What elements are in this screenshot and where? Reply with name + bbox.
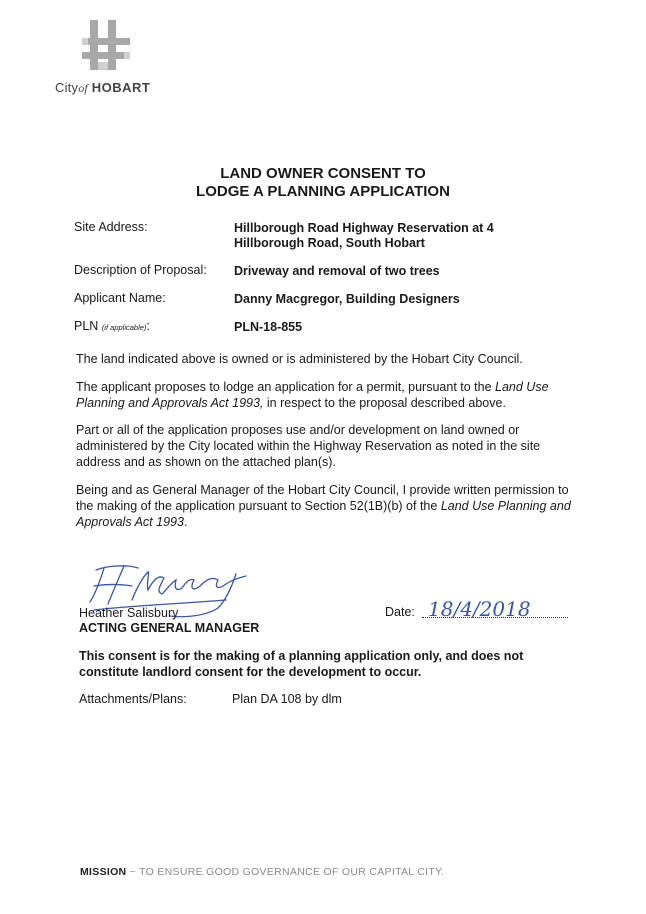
act-title: Land Use Planning and Approvals Act 1993 bbox=[76, 499, 571, 529]
paragraph-highway-reservation: Part or all of the application proposes use and/or development on land owned or administered by the City located within the Highway Reservation as noted in the site address and as shown on the attached plan(s). bbox=[76, 423, 541, 469]
paragraph-application-text-b: in respect to the proposal described above. bbox=[263, 396, 506, 410]
site-address-line1: Hillborough Road Highway Reservation at 4 bbox=[234, 221, 494, 235]
paragraph-application-text-a: The applicant proposes to lodge an application for a permit, pursuant to the bbox=[76, 380, 496, 394]
logo-hobart: HOBART bbox=[91, 80, 151, 95]
proposal-label: Description of Proposal: bbox=[74, 263, 207, 277]
handwritten-date bbox=[420, 592, 560, 622]
applicant-value: Danny Macgregor, Building Designers bbox=[234, 292, 460, 306]
date-value: 18/4/2018 bbox=[428, 597, 531, 621]
logo-city: City bbox=[55, 80, 79, 95]
mission-footer bbox=[80, 866, 444, 878]
pln-value: PLN-18-855 bbox=[234, 320, 303, 334]
document-title-line2: LODGE A PLANNING APPLICATION bbox=[196, 183, 450, 200]
paragraph-permission-text-b: . bbox=[183, 515, 188, 529]
mission-text: ~ TO ENSURE GOOD GOVERNANCE OF OUR CAPITAL CITY. bbox=[126, 866, 445, 878]
date-label: Date: bbox=[385, 605, 415, 619]
pln-label bbox=[74, 319, 150, 333]
mission-label: MISSION bbox=[80, 866, 127, 878]
applicant-label: Applicant Name: bbox=[74, 291, 166, 305]
paragraph-ownership: The land indicated above is owned or is administered by the Hobart City Council. bbox=[76, 352, 523, 366]
logo-of: of bbox=[78, 81, 88, 95]
act-title: Land Use Planning and Approvals Act 1993, bbox=[76, 380, 549, 410]
signatory-name: Heather Salisbury bbox=[79, 606, 179, 620]
proposal-value: Driveway and removal of two trees bbox=[234, 264, 440, 278]
paragraph-permission-text-a: Being and as General Manager of the Hobart City Council, I provide written permission to the making of the application pursuant to Section 52(1B)(b) of the bbox=[76, 483, 569, 513]
paragraph-application bbox=[76, 379, 586, 411]
paragraph-permission bbox=[76, 482, 586, 530]
signatory-position: ACTING GENERAL MANAGER bbox=[79, 621, 260, 635]
site-address-line2: Hillborough Road, South Hobart bbox=[234, 236, 425, 250]
document-title-line1: LAND OWNER CONSENT TO bbox=[220, 165, 426, 182]
attachments-label: Attachments/Plans: bbox=[79, 692, 187, 706]
pln-note: (if applicable) bbox=[101, 323, 147, 332]
consent-note: This consent is for the making of a planning application only, and does not constitute landlord consent for the development to occur. bbox=[79, 649, 524, 679]
pln-colon: : bbox=[146, 319, 150, 333]
attachments-value: Plan DA 108 by dlm bbox=[232, 692, 342, 706]
site-address-label: Site Address: bbox=[74, 220, 148, 234]
pln-label-text: PLN bbox=[74, 319, 99, 333]
logo-wordmark bbox=[55, 80, 150, 96]
